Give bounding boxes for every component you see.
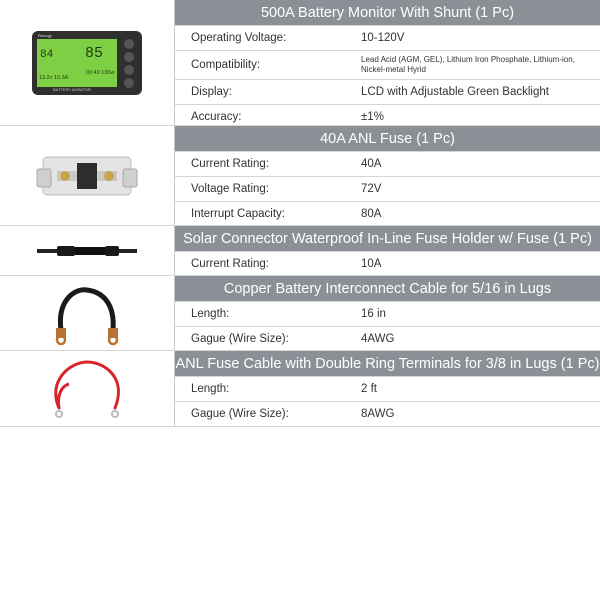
section-anl-fuse <box>0 126 600 226</box>
spec-value: 8AWG <box>361 408 395 420</box>
red-cable-image <box>0 351 175 426</box>
svg-text:85: 85 <box>85 44 104 62</box>
spec-value: 10A <box>361 258 382 270</box>
spec-key: Accuracy: <box>191 111 242 123</box>
section-title: Solar Connector Waterproof In-Line Fuse Holder w/ Fuse (1 Pc) <box>175 226 600 251</box>
black-cable-icon <box>47 280 127 346</box>
red-cable-icon <box>45 356 129 422</box>
spec-row <box>175 401 600 426</box>
inline-fuse-holder-icon <box>37 241 137 261</box>
spec-value: ±1% <box>361 111 384 123</box>
spec-value: 40A <box>361 158 382 170</box>
section-title: Copper Battery Interconnect Cable for 5/16 in Lugs <box>175 276 600 301</box>
section-black-cable <box>0 276 600 351</box>
section-inline-fuse-holder <box>0 226 600 276</box>
spec-key: Gague (Wire Size): <box>191 333 289 345</box>
spec-key: Length: <box>191 383 230 395</box>
section-red-cable <box>0 351 600 427</box>
svg-text:09:49 136w: 09:49 136w <box>86 69 115 76</box>
spec-key: Gague (Wire Size): <box>191 408 289 420</box>
spec-row <box>175 326 600 351</box>
section-battery-monitor <box>0 0 600 126</box>
section-title: ANL Fuse Cable with Double Ring Terminals for 3/8 in Lugs (1 Pc) <box>175 351 600 376</box>
spec-value: 72V <box>361 183 382 195</box>
spec-key: Length: <box>191 308 230 320</box>
spec-key: Current Rating: <box>191 258 269 270</box>
spec-battery-monitor <box>175 0 600 125</box>
spec-value: 2 ft <box>361 383 377 395</box>
spec-value: 80A <box>361 208 382 220</box>
inline-fuse-holder-image <box>0 226 175 275</box>
spec-row <box>175 151 600 176</box>
spec-value: 4AWG <box>361 333 395 345</box>
black-cable-image <box>0 276 175 350</box>
spec-row <box>175 201 600 226</box>
spec-red-cable <box>175 351 600 426</box>
spec-row <box>175 301 600 326</box>
spec-key: Compatibility: <box>191 59 261 71</box>
spec-value: 10-120V <box>361 32 405 44</box>
spec-value: 16 in <box>361 308 386 320</box>
spec-key: Display: <box>191 86 232 98</box>
spec-key: Voltage Rating: <box>191 183 270 195</box>
spec-inline-fuse-holder <box>175 226 600 275</box>
spec-value: LCD with Adjustable Green Backlight <box>361 86 549 98</box>
section-title: 500A Battery Monitor With Shunt (1 Pc) <box>175 0 600 25</box>
spec-anl-fuse <box>175 126 600 225</box>
svg-text:13.2v 10.3A: 13.2v 10.3A <box>39 74 69 81</box>
anl-fuse-icon <box>35 143 139 209</box>
battery-monitor-image <box>0 0 175 125</box>
svg-text:84: 84 <box>40 48 54 61</box>
spec-black-cable <box>175 276 600 350</box>
spec-key: Current Rating: <box>191 158 269 170</box>
svg-text:BATTERY MONITOR: BATTERY MONITOR <box>53 86 91 92</box>
spec-key: Operating Voltage: <box>191 32 287 44</box>
battery-monitor-icon <box>31 30 143 96</box>
spec-row <box>175 25 600 50</box>
spec-key: Interrupt Capacity: <box>191 208 285 220</box>
spec-row <box>175 376 600 401</box>
anl-fuse-image <box>0 126 175 225</box>
spec-row <box>175 50 600 79</box>
spec-row <box>175 251 600 276</box>
section-title: 40A ANL Fuse (1 Pc) <box>175 126 600 151</box>
spec-value: Lead Acid (AGM, GEL), Lithium Iron Phosphate, Lithium-ion, Nickel-metal Hyrid <box>361 55 575 74</box>
monitor-brand: Renogy <box>38 32 52 38</box>
spec-row <box>175 79 600 104</box>
spec-row <box>175 176 600 201</box>
